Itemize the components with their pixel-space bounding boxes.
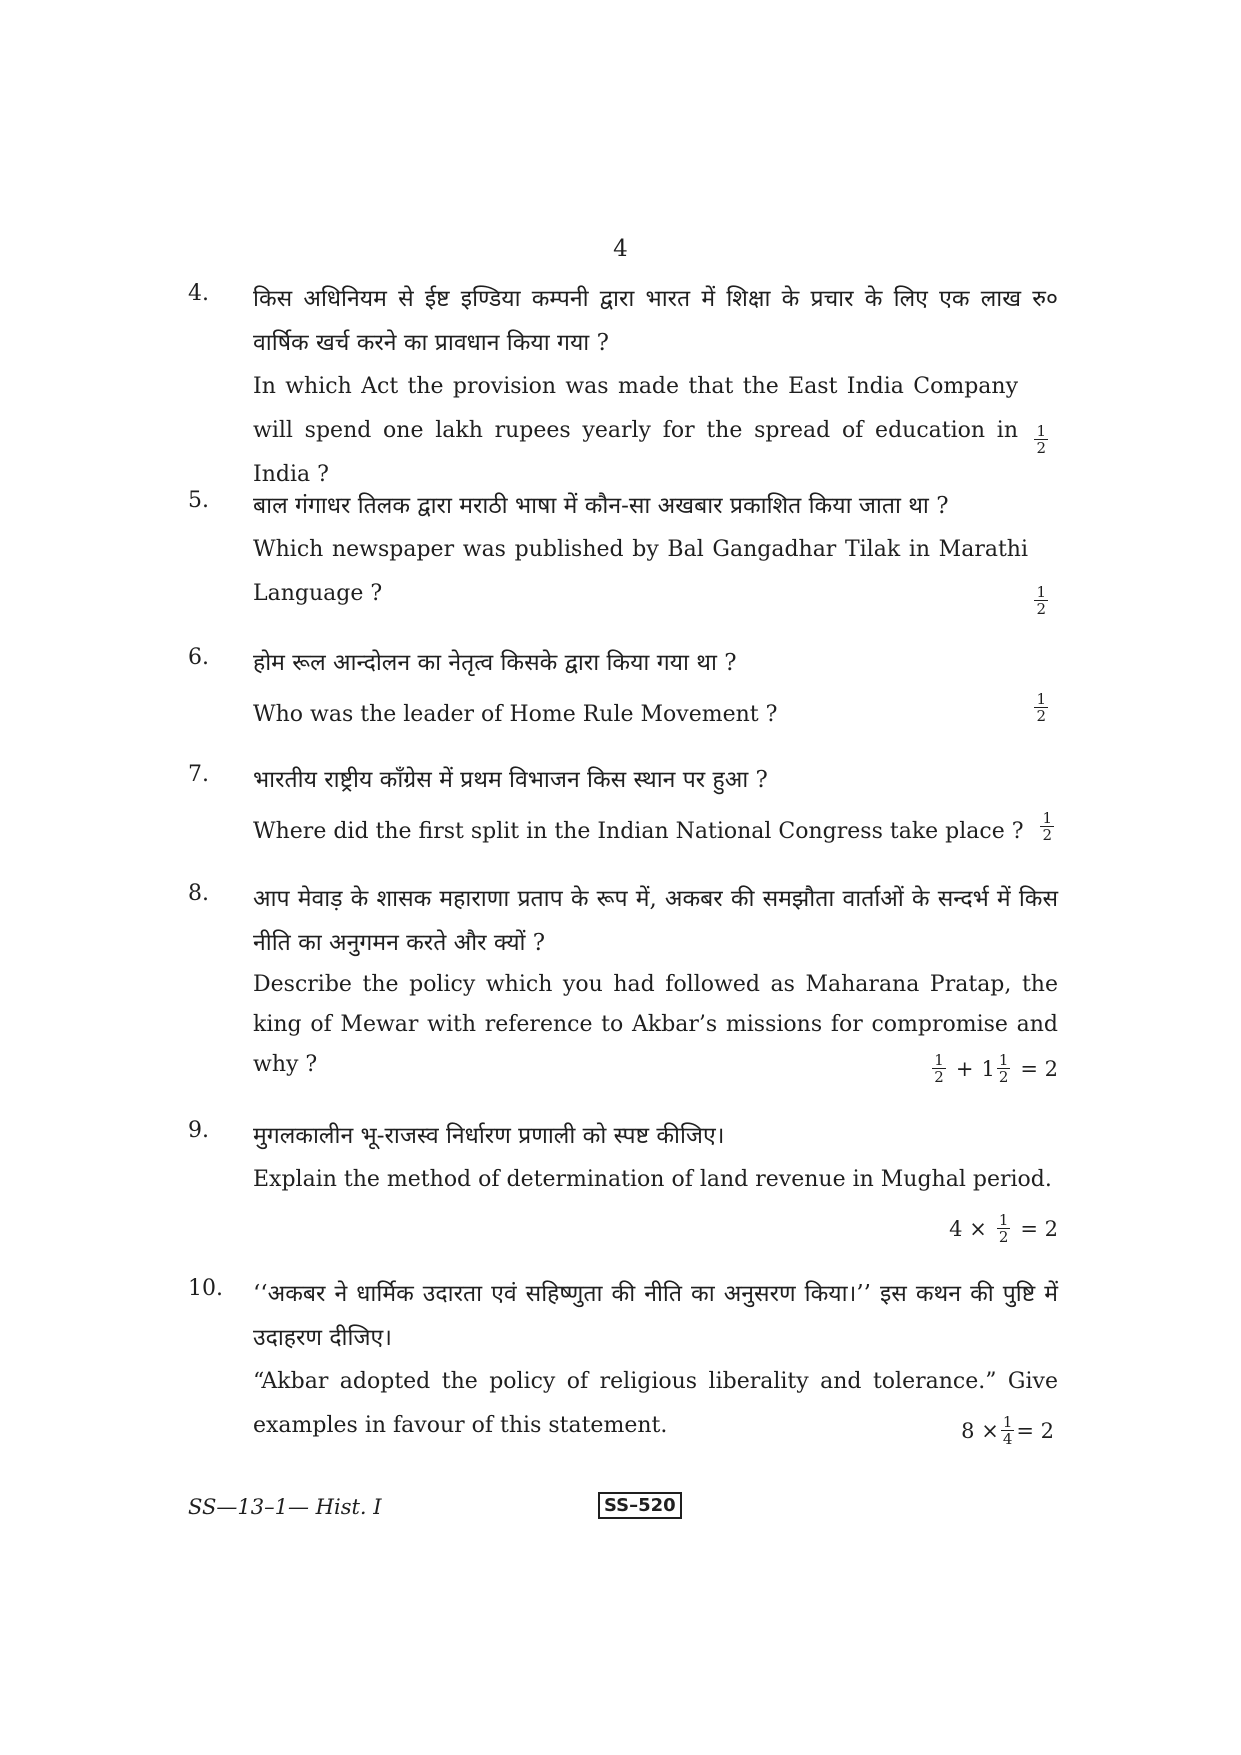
question-number: 7. [188, 762, 209, 787]
question-body [253, 277, 1058, 497]
fraction-numerator: 1 [1002, 1413, 1013, 1431]
marks [1038, 810, 1056, 843]
question-english: In which Act the provision was made that the East India Company will spend one lakh rupees yearly for the spread of education in India ? [253, 374, 1018, 487]
marks [961, 1414, 1054, 1447]
question-body [253, 484, 1058, 616]
question-english: Describe the policy which you had followed as Maharana Pratap, the king of Mewar with reference to Akbar’s missions for compromise and why ? [253, 972, 1058, 1077]
marks [1032, 423, 1050, 456]
question-hindi: आप मेवाड़ के शासक महाराणा प्रताप के रूप में, अकबर की समझौता वार्ताओं के सन्दर्भ में किस नीति का अनुगमन करते और क्यों ? [253, 886, 1058, 956]
marks-multiplier: 4 × [949, 1216, 987, 1241]
fraction-numerator: 1 [1042, 809, 1052, 827]
question-body [253, 758, 1058, 854]
marks [949, 1212, 1058, 1245]
question-hindi: होम रूल आन्दोलन का नेतृत्व किसके द्वारा किया गया था ? [253, 650, 737, 676]
marks-total: = 2 [1020, 1216, 1058, 1241]
question-body [253, 1114, 1058, 1202]
marks-fraction [1034, 584, 1048, 617]
fraction-numerator: 1 [1036, 422, 1046, 440]
question-number: 9. [188, 1118, 209, 1143]
fraction-denominator: 2 [1036, 707, 1046, 725]
question-english: “Akbar adopted the policy of religious liberality and tolerance.” Give examples in favour of this statement. [253, 1369, 1058, 1438]
question-hindi: बाल गंगाधर तिलक द्वारा मराठी भाषा में कौन-सा अखबार प्रकाशित किया जाता था ? [253, 493, 949, 519]
marks-total: = 2 [1020, 1056, 1058, 1081]
fraction-denominator: 2 [998, 1068, 1009, 1086]
question-english: Which newspaper was published by Bal Gangadhar Tilak in Marathi Language ? [253, 537, 1028, 606]
question-hindi: भारतीय राष्ट्रीय काँग्रेस में प्रथम विभाजन किस स्थान पर हुआ ? [253, 767, 768, 793]
question-hindi: किस अधिनियम से ईष्ट इण्डिया कम्पनी द्वारा भारत में शिक्षा के प्रचार के लिए एक लाख रु० वार्षिक खर्च करने का प्रावधान किया गया ? [253, 286, 1058, 356]
marks-fraction [1034, 423, 1048, 456]
question-number: 6. [188, 645, 209, 670]
question-body [253, 1272, 1058, 1448]
whole-number: 1 [981, 1056, 995, 1081]
fraction-denominator: 2 [934, 1068, 944, 1086]
question-english: Explain the method of determination of land revenue in Mughal period. [253, 1167, 1052, 1192]
page-number: 4 [613, 236, 628, 262]
marks-fraction [1034, 691, 1048, 724]
paper-code-badge: SS–520 [598, 1492, 682, 1519]
fraction-numerator: 1 [1036, 583, 1046, 601]
fraction-denominator: 2 [1042, 826, 1052, 844]
question-number: 10. [188, 1276, 223, 1301]
marks-fraction-1 [932, 1052, 946, 1085]
plus-sign: + [955, 1056, 974, 1081]
fraction-denominator: 2 [1036, 439, 1046, 457]
fraction-denominator: 2 [1036, 600, 1046, 618]
fraction-numerator: 1 [998, 1211, 1009, 1229]
question-hindi: मुगलकालीन भू-राजस्व निर्धारण प्रणाली को स्पष्ट कीजिए। [253, 1123, 725, 1149]
fraction-denominator: 2 [998, 1228, 1009, 1246]
question-number: 4. [188, 281, 209, 306]
marks-fraction [1040, 810, 1054, 843]
paper-code: SS—13–1— Hist. I [188, 1495, 382, 1519]
question-hindi: ‘‘अकबर ने धार्मिक उदारता एवं सहिष्णुता की नीति का अनुसरण किया।’’ इस कथन की पुष्टि में उदाहरण दीजिए। [253, 1281, 1058, 1351]
fraction-denominator: 4 [1002, 1430, 1013, 1448]
marks [930, 1052, 1058, 1085]
question-number: 5. [188, 488, 209, 513]
marks-fraction-2 [997, 1052, 1011, 1085]
question-body [253, 641, 1058, 737]
marks-fraction [1001, 1414, 1015, 1447]
question-english: Where did the first split in the Indian National Congress take place ? [253, 819, 1024, 844]
fraction-numerator: 1 [998, 1051, 1009, 1069]
marks [1032, 691, 1050, 724]
fraction-numerator: 1 [934, 1051, 944, 1069]
marks-fraction [997, 1212, 1011, 1245]
marks-total: = 2 [1016, 1418, 1054, 1443]
fraction-numerator: 1 [1036, 690, 1046, 708]
marks-multiplier: 8 × [961, 1418, 999, 1443]
marks [1032, 584, 1050, 617]
question-english: Who was the leader of Home Rule Movement ? [253, 702, 778, 727]
question-number: 8. [188, 881, 209, 906]
